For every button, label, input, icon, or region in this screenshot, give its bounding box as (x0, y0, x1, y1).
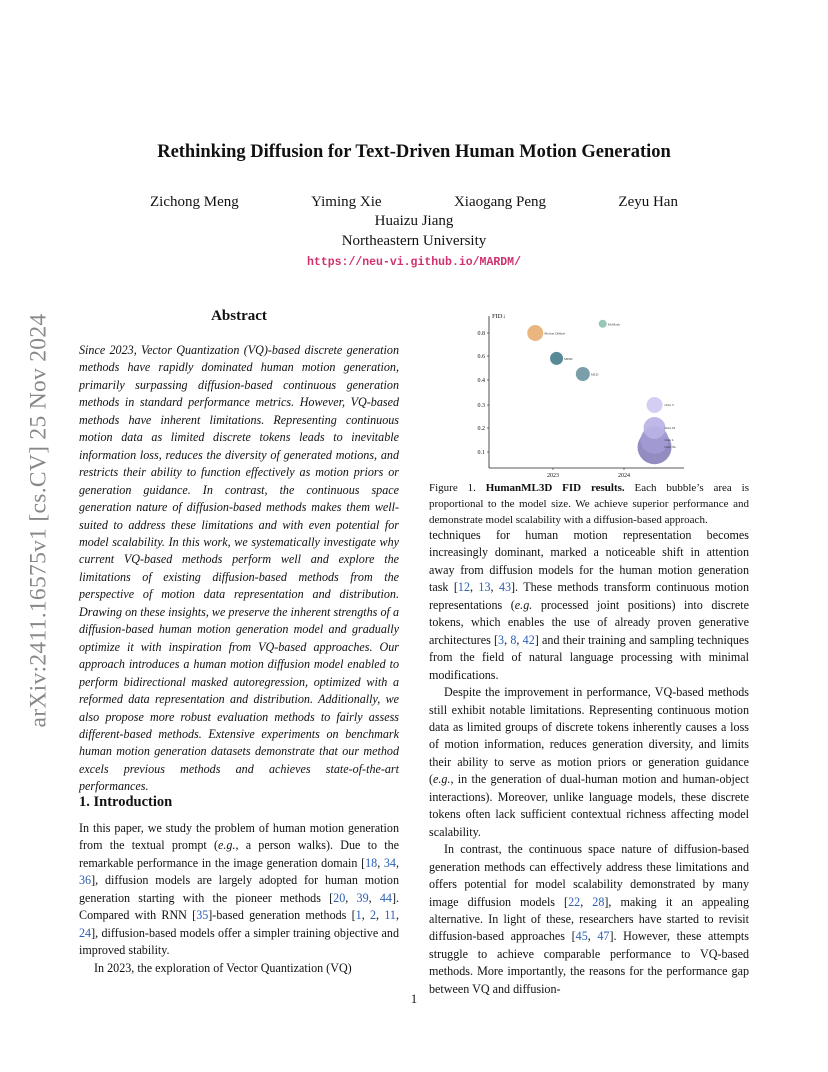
caption-text: Each bubble’s area is proportional to the model size. We achieve superior performance and demonstrate model scalability with a diffusion-based approach. (429, 482, 749, 526)
y-axis-label: FID↓ (492, 313, 506, 320)
bubble-label: Ours XL (664, 445, 677, 450)
italic-text: e.g. (514, 597, 533, 612)
citation-link[interactable]: 28 (592, 894, 605, 909)
bubble-label: Ours M (664, 426, 675, 430)
bubble-label: Ours S (664, 403, 674, 407)
bubble-label: MDM (564, 356, 573, 361)
y-tick-label: 0.4 (477, 378, 485, 384)
caption-title: HumanML3D FID results. (485, 482, 625, 494)
bubble-label: Ours L (664, 438, 675, 442)
project-link[interactable]: https://neu-vi.github.io/MARDM/ (307, 256, 521, 269)
y-tick-label: 0.8 (477, 331, 485, 337)
citation-link[interactable]: 1 (355, 908, 362, 923)
fid-bubble-chart (452, 308, 692, 484)
bubble-ours-s (647, 397, 663, 413)
bubble-label: Motion Diffuse (544, 331, 566, 336)
bubble-ours-m (644, 417, 666, 439)
author-name: Yiming Xie (311, 194, 382, 210)
citation-link[interactable]: 12 (457, 580, 470, 595)
y-tick-label: 0.2 (477, 426, 485, 432)
citation-link[interactable]: 20 (333, 890, 346, 905)
abstract-heading: Abstract (211, 308, 267, 324)
caption-label: Figure 1. (429, 482, 476, 494)
citation-link[interactable]: 24 (79, 925, 92, 940)
italic-text: e.g. (218, 838, 236, 853)
section-heading: 1. Introduction (79, 794, 173, 810)
citation-link[interactable]: 44 (379, 890, 392, 905)
abstract-text: Since 2023, Vector Quantization (VQ)-based discrete generation methods have rapidly dominated human motion generation, primarily surpassing diffusion-based continuous generation methods in standard performance metrics. However, VQ-based methods have inherent limitations. Representing continuous motion data as limited discrete tokens leads to inevitable information loss, reduces the diversity of generated motions, and restricts their ability to function effectively as motion priors or generation guidance. In contrast, the continuous space generation nature of diffusion-based methods makes them well-suited to address these limitations and with even potential for model scalability. In this work, we systematically investigate why current VQ-based methods perform well and explore the limitations of existing diffusion-based methods from the perspective of motion data representation and distribution. Drawing on these insights, we preserve the inherent strengths of a diffusion-based human motion generation model and gradually optimize it with inspiration from VQ-based approaches. Our approach introduces a human motion diffusion model enabled to perform bidirectional masked autoregression, optimized with a reformed data representation and distribution. Additionally, we also propose more robust evaluation methods to fairly assess different-based methods. Extensive experiments on benchmark human motion generation datasets demonstrate that our method excels previous methods and achieves state-of-the-art performances. (79, 343, 399, 794)
bubble-momask (599, 320, 607, 328)
x-tick-label: 2023 (547, 473, 559, 479)
bubble-label: MLD (590, 372, 599, 377)
citation-link[interactable]: 3 (498, 632, 505, 647)
bubble-label: MoMask (607, 322, 620, 327)
paragraph: In this paper, we study the problem of human motion generation from the textual prompt (e.g., a person walks). Due to the remarkable performance in the image generation domain [18, 34, 36], diffusion models are largely adopted for human motion generation starting with the pioneer methods [20, 39, 44]. Compared with RNN [35]-based generation methods [1, 2, 11, 24], diffusion-based models offer a simpler training objective and improved stability. (79, 821, 400, 958)
citation-link[interactable]: 36 (79, 873, 92, 888)
citation-link[interactable]: 42 (522, 632, 535, 647)
citation-link[interactable]: 45 (575, 929, 588, 944)
author-name: Huaizu Jiang (374, 213, 454, 229)
intro-column (79, 820, 399, 977)
author-list (150, 194, 678, 211)
citation-link[interactable]: 34 (383, 855, 396, 870)
citation-link[interactable]: 18 (365, 855, 378, 870)
y-tick-label: 0.1 (477, 450, 485, 456)
citation-link[interactable]: 47 (597, 929, 610, 944)
citation-link[interactable]: 2 (370, 908, 377, 923)
citation-link[interactable]: 11 (384, 908, 396, 923)
y-tick-label: 0.6 (477, 354, 485, 360)
citation-link[interactable]: 35 (196, 908, 209, 923)
paragraph: In contrast, the continuous space nature of diffusion-based generation methods can effectively address these limitations and offers potential for model scalability demonstrated by many image diffusion models [22, 28], making it an appealing alternative. In light of these, researchers have started to revisit diffusion-based approaches [45, 47]. However, these attempts struggle to achieve comparable performance to VQ-based methods. More importantly, the reasons for the performance gap between VQ and diffusion- (429, 842, 749, 996)
figure-caption (429, 480, 749, 528)
paragraph: In 2023, the exploration of Vector Quantization (VQ) (94, 960, 352, 975)
bubble-mdm (550, 352, 563, 365)
affiliation: Northeastern University (341, 233, 487, 249)
bubble-mld (576, 367, 590, 381)
paragraph: techniques for human motion representation becomes increasingly dominant, marked a noticeable shift in attention away from diffusion models for the human motion generation task [12, 13, 43]. These methods transform continuous motion representations (e.g. processed joint positions) into discrete tokens, which enables the use of already proven generative architectures [3, 8, 42] and their training and sampling techniques from the field of natural language processing with minimal modifications. (429, 528, 750, 682)
citation-link[interactable]: 8 (510, 632, 517, 647)
italic-text: e.g. (433, 772, 451, 787)
author-name: Xiaogang Peng (453, 194, 547, 210)
paper-title: Rethinking Diffusion for Text-Driven Human Motion Generation (157, 142, 671, 162)
citation-link[interactable]: 39 (356, 890, 369, 905)
paragraph: Despite the improvement in performance, VQ-based methods still exhibit notable limitations. Representing continuous motion data as limited groups of discrete tokens inherently causes a loss of motion information, reduces generation diversity, and limits their ability to serve as motion priors or generation guidance (e.g., in the generation of dual-human motion and human-object interactions). Moreover, unlike language models, these discrete tokens often lack sufficient contextual richness affecting model scalability. (429, 685, 749, 839)
author-name: Zeyu Han (618, 194, 678, 210)
citation-link[interactable]: 43 (498, 580, 512, 595)
citation-link[interactable]: 22 (568, 894, 581, 909)
x-tick-label: 2024 (618, 473, 630, 479)
page-number: 1 (410, 992, 418, 1006)
citation-link[interactable]: 13 (478, 580, 491, 595)
arxiv-stamp: arXiv:2411.16575v1 [cs.CV] 25 Nov 2024 (25, 313, 52, 727)
bubble-motion-diffuse (527, 325, 543, 341)
author-name: Zichong Meng (150, 194, 239, 210)
y-tick-label: 0.3 (477, 403, 485, 409)
right-column (429, 527, 749, 998)
